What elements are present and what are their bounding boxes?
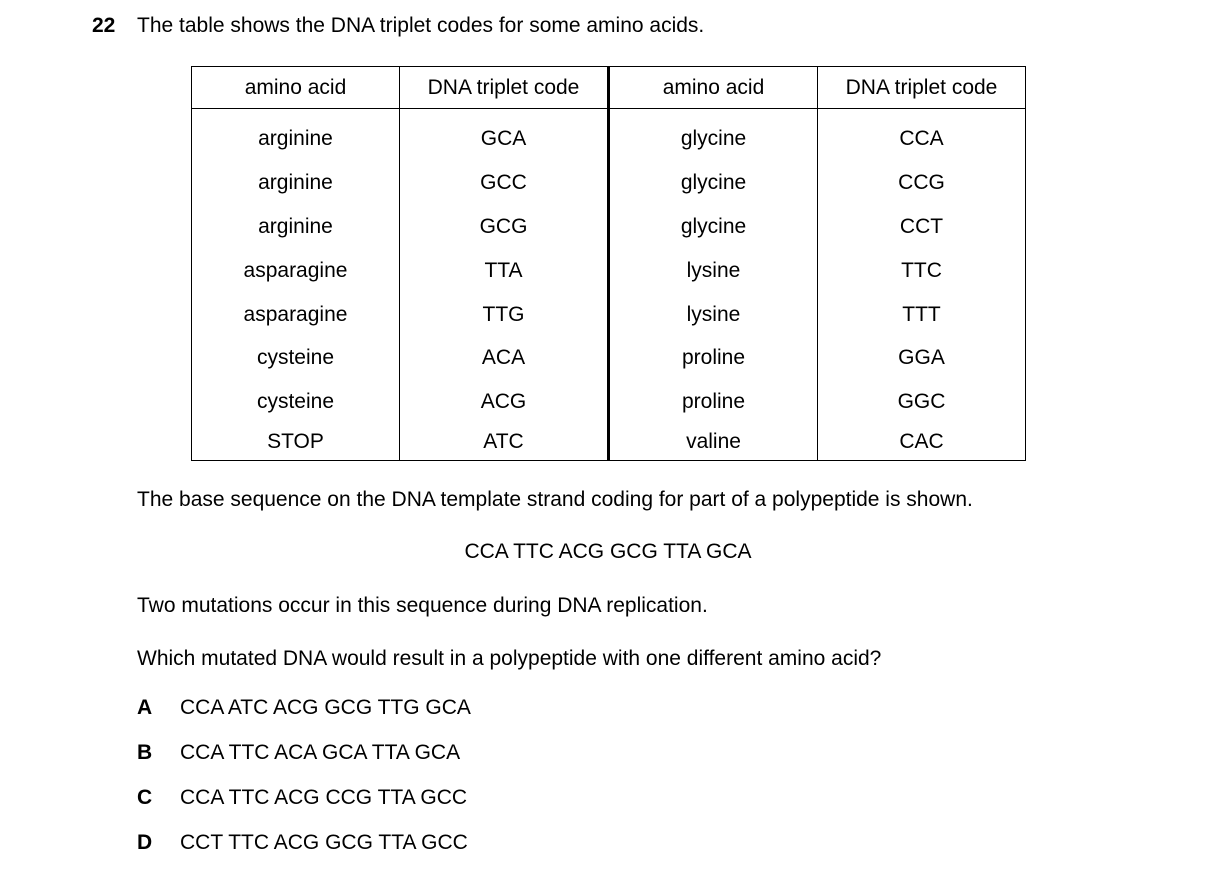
table-cell: cysteine	[192, 380, 400, 424]
table-row	[192, 205, 1026, 249]
table-cell: arginine	[192, 205, 400, 249]
table-row	[192, 424, 1026, 461]
table-cell: CCG	[818, 161, 1026, 205]
table-row	[192, 249, 1026, 293]
header-triplet-code-1: DNA triplet code	[400, 67, 609, 109]
option-d[interactable]	[137, 831, 468, 855]
table-cell: CAC	[818, 424, 1026, 461]
option-c[interactable]	[137, 786, 467, 810]
table-cell: arginine	[192, 109, 400, 161]
table-cell: GCA	[400, 109, 609, 161]
table-cell: ATC	[400, 424, 609, 461]
dna-sequence: CCA TTC ACG GCG TTA GCA	[464, 540, 752, 563]
table-cell: asparagine	[192, 293, 400, 337]
table-cell: glycine	[609, 205, 818, 249]
option-letter: D	[137, 831, 153, 854]
table-cell: GGA	[818, 336, 1026, 380]
table-row	[192, 109, 1026, 161]
header-triplet-code-2: DNA triplet code	[818, 67, 1026, 109]
table-cell: TTG	[400, 293, 609, 337]
table-cell: asparagine	[192, 249, 400, 293]
option-letter: A	[137, 696, 153, 719]
table-cell: ACA	[400, 336, 609, 380]
table-cell: CCT	[818, 205, 1026, 249]
table-cell: lysine	[609, 249, 818, 293]
table-cell: arginine	[192, 161, 400, 205]
mutation-text: Two mutations occur in this sequence during DNA replication.	[137, 594, 708, 617]
table-row	[192, 293, 1026, 337]
table-cell: TTA	[400, 249, 609, 293]
option-b[interactable]	[137, 741, 460, 765]
table-cell: proline	[609, 336, 818, 380]
option-text: CCA ATC ACG GCG TTG GCA	[180, 696, 471, 719]
table-cell: ACG	[400, 380, 609, 424]
question-prompt: Which mutated DNA would result in a polypeptide with one different amino acid?	[137, 647, 882, 670]
table-cell: TTC	[818, 249, 1026, 293]
table-cell: cysteine	[192, 336, 400, 380]
header-amino-acid-1: amino acid	[192, 67, 400, 109]
option-text: CCT TTC ACG GCG TTA GCC	[180, 831, 468, 854]
table-row	[192, 380, 1026, 424]
table-cell: GCC	[400, 161, 609, 205]
option-letter: C	[137, 786, 153, 809]
table-cell: glycine	[609, 161, 818, 205]
table-cell: TTT	[818, 293, 1026, 337]
table-cell: lysine	[609, 293, 818, 337]
table-cell: CCA	[818, 109, 1026, 161]
table-cell: glycine	[609, 109, 818, 161]
table-cell: STOP	[192, 424, 400, 461]
question-number: 22	[92, 14, 116, 37]
question-intro: The table shows the DNA triplet codes for some amino acids.	[137, 14, 705, 37]
table-cell: GCG	[400, 205, 609, 249]
table-row	[192, 336, 1026, 380]
table-row	[192, 161, 1026, 205]
table-cell: GGC	[818, 380, 1026, 424]
option-text: CCA TTC ACA GCA TTA GCA	[180, 741, 461, 764]
table-cell: proline	[609, 380, 818, 424]
option-a[interactable]	[137, 696, 471, 720]
table-header-row	[192, 67, 1026, 109]
table-cell: valine	[609, 424, 818, 461]
template-strand-text: The base sequence on the DNA template strand coding for part of a polypeptide is shown.	[137, 488, 973, 511]
option-letter: B	[137, 741, 153, 764]
header-amino-acid-2: amino acid	[609, 67, 818, 109]
option-text: CCA TTC ACG CCG TTA GCC	[180, 786, 468, 809]
triplet-code-table	[191, 66, 1026, 461]
